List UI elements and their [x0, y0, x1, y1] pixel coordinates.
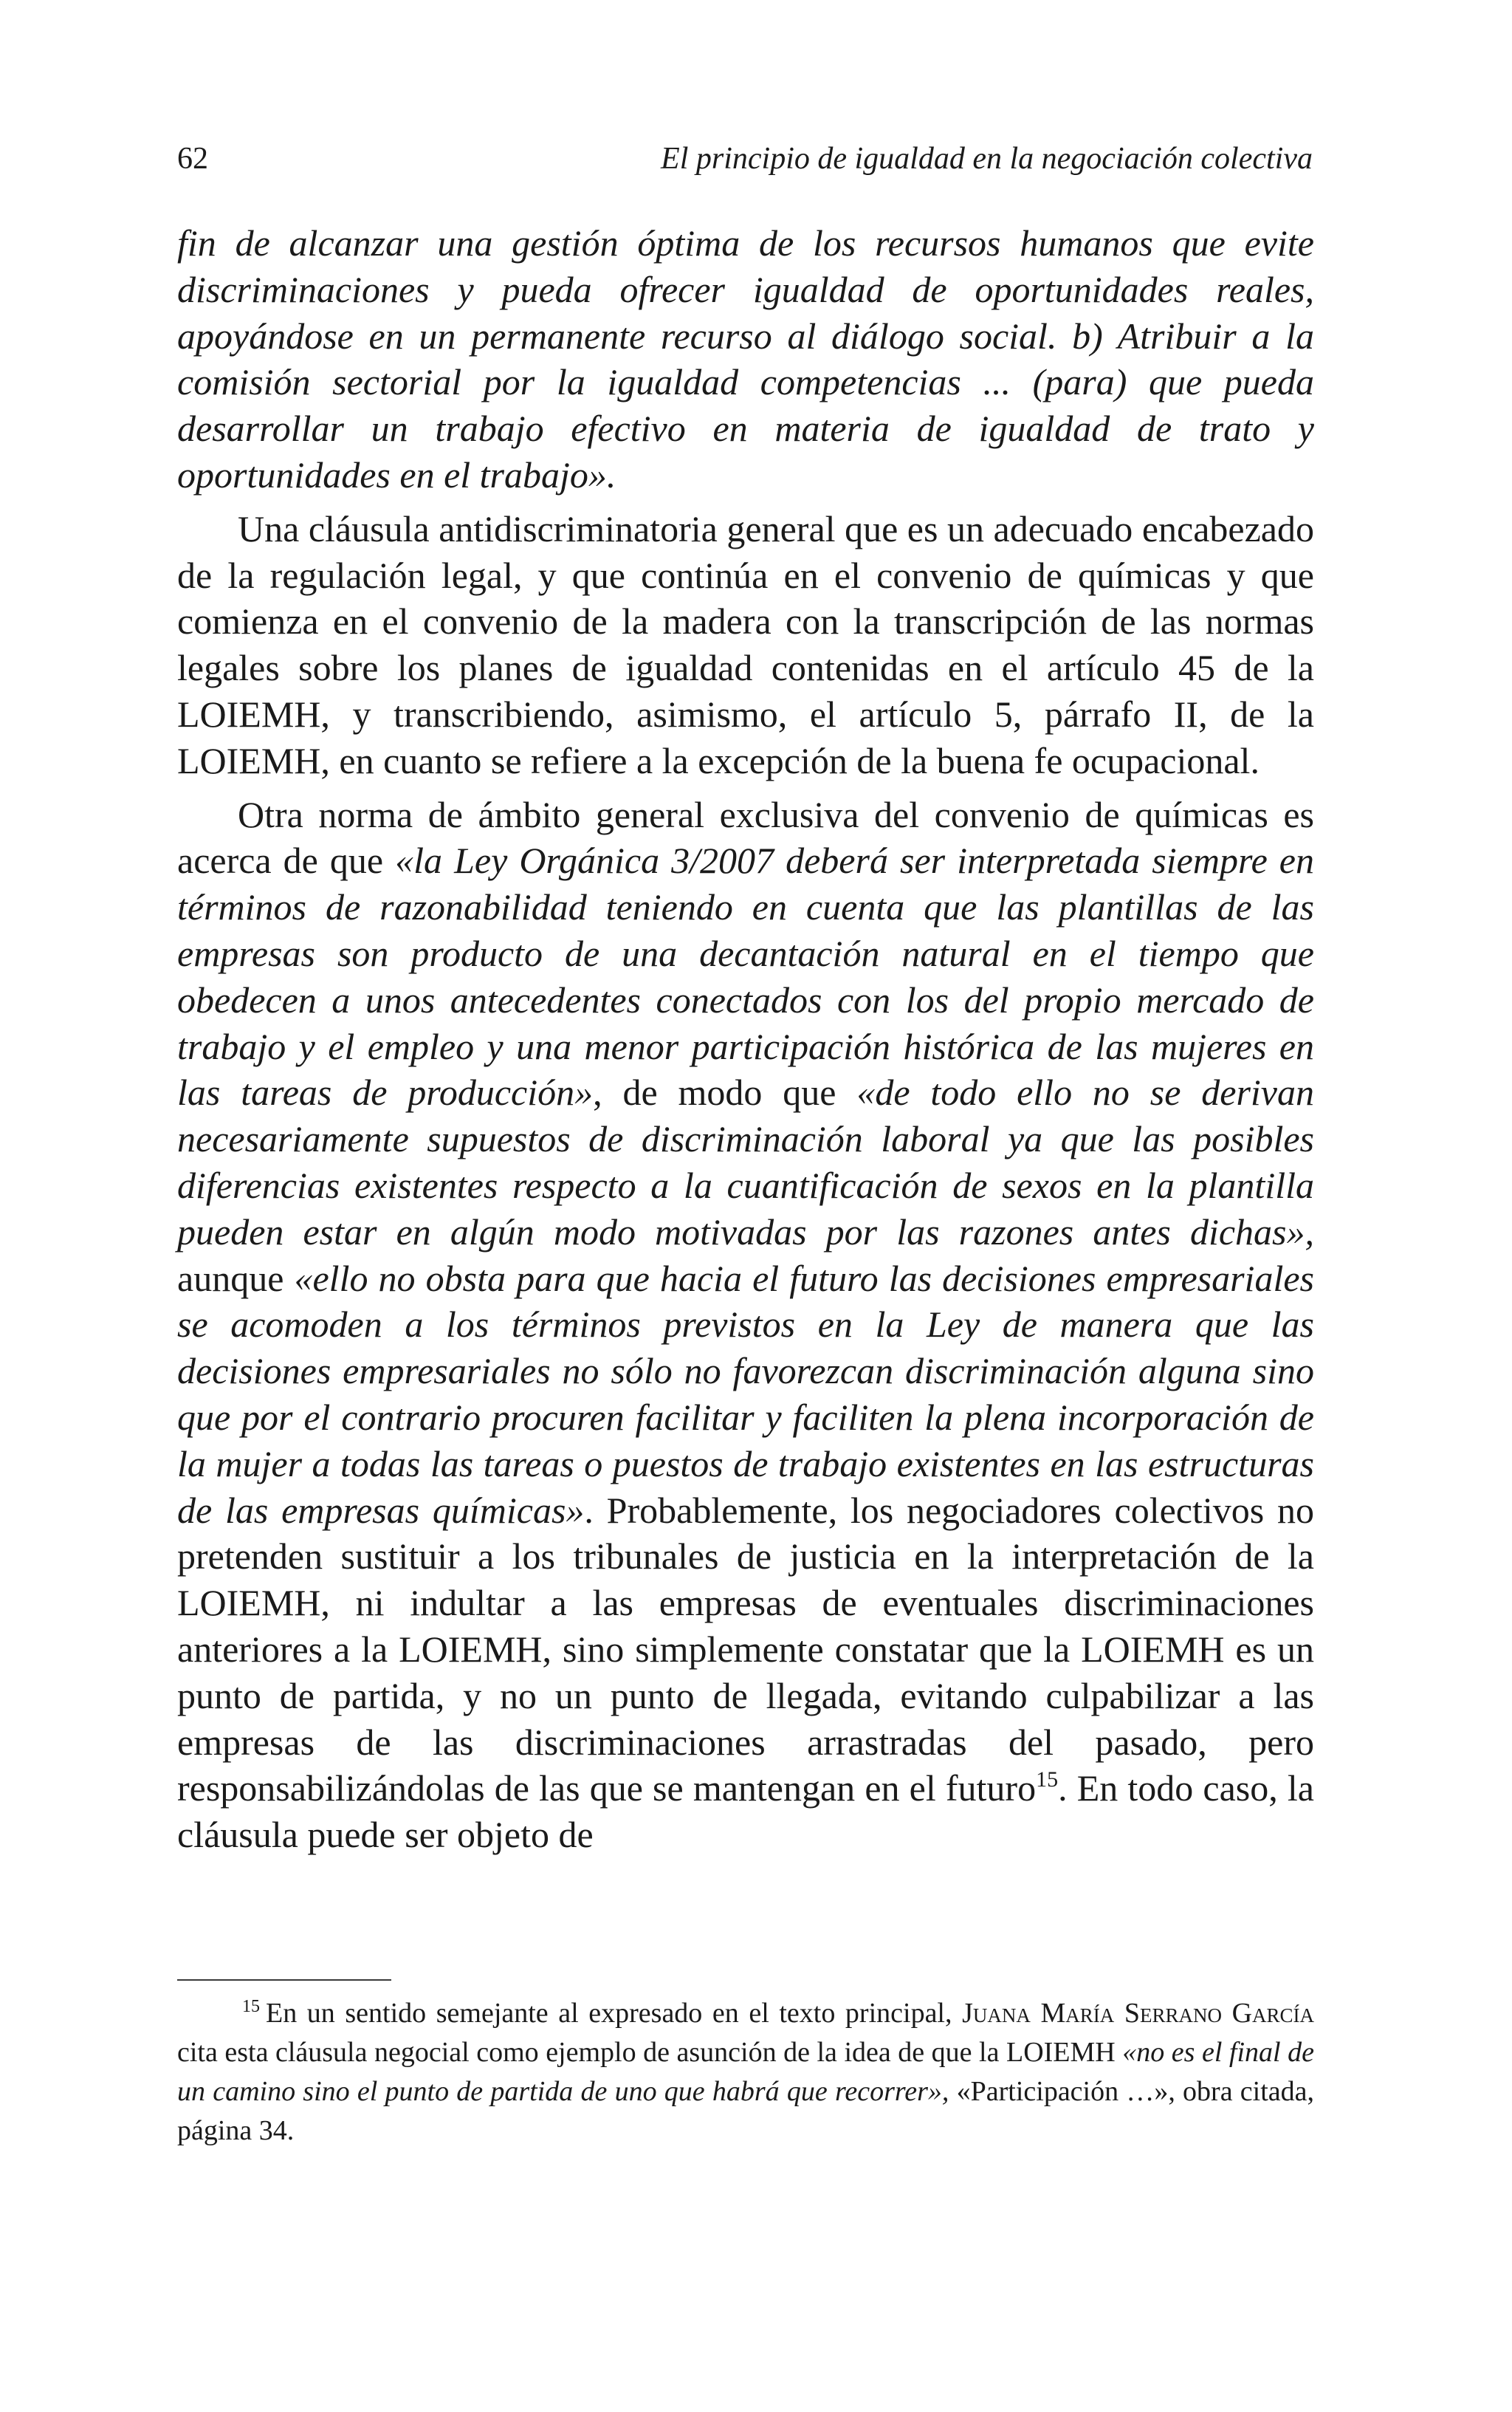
- paragraph-text: Una cláusula antidiscriminatoria general que es un adecuado encabezado de la regulación legal, y que continúa en el convenio de químicas y que comienza en el convenio de la madera con la transcripción de las normas legales sobre los planes de igualdad contenidas en el artículo 45 de la LOIEMH, y transcribiendo, asimismo, el artículo 5, párrafo II, de la LOIEMH, en cuanto se refiere a la excepción de la buena fe ocupacional.: [177, 507, 1314, 781]
- quoted-text: «ello no obsta para que hacia el futuro las decisiones empresariales se acomoden a los términos previstos en la Ley de manera que las decisiones empresariales no sólo no favorezcan discriminación alguna sino que por el contrario procuren facilitar y faciliten la plena incorporación de la mujer a todas las tareas o puestos de trabajo existentes en las estructuras de las empresas químicas»: [177, 1257, 1314, 1531]
- footnote-divider: [177, 1979, 391, 1981]
- footnote-text: «Participación …», obra citada, página 34.: [177, 2076, 1314, 2146]
- footnote-quote: «no es el final de un camino sino el punto de partida de uno que habrá que recorrer»,: [177, 2037, 1314, 2107]
- paragraph-text: . Probablemente, los negociadores colectivos no pretenden sustituir a los tribunales de justicia en la interpretación de la LOIEMH, ni indultar a las empresas de eventuales discriminaciones anteriores a la LOIEMH, sino simplemente constatar que la LOIEMH es un punto de partida, y no un punto de llegada, evitando culpabilizar a las empresas de las discriminaciones arrastradas del pasado, pero responsabilizándolas de las que se mantengan en el futuro: [177, 1489, 1314, 1809]
- footnote-reference[interactable]: 15: [1036, 1767, 1059, 1792]
- footnote-number: 15: [242, 1997, 260, 2017]
- quoted-text: fin de alcanzar una gestión óptima de los recursos humanos que evite discriminaciones y pueda ofrecer igualdad de oportunidades reales, apoyándose en un permanente recurso al diálogo social. b) Atribuir a la comisión sectorial por la igualdad competencias ... (para) que pueda desarrollar un trabajo efectivo en materia de igualdad de trato y oportunidades en el trabajo».: [177, 222, 1314, 496]
- paragraph-text: Otra norma de ámbito general exclusiva del convenio de químicas es acerca de que: [177, 793, 1314, 882]
- paragraph-text: . En todo caso, la cláusula puede ser objeto de: [177, 1767, 1314, 1856]
- page-number: 62: [177, 142, 208, 176]
- paragraph-text: aunque: [177, 1257, 295, 1299]
- footnotes-section: [177, 1994, 1314, 2151]
- quoted-text: «de todo ello no se derivan necesariamente supuestos de discriminación laboral ya que las posibles diferencias existentes respecto a la cuantificación de sexos en la plantilla pueden estar en algún modo motivadas por las razones antes dichas»,: [177, 1072, 1315, 1253]
- quoted-text: «la Ley Orgánica 3/2007 deberá ser interpretada siempre en términos de razonabilidad teniendo en cuenta que las plantillas de las empresas son producto de una decantación natural en el tiempo que obedecen a unos antecedentes conectados con los del propio mercado de trabajo y el empleo y una menor participación histórica de las mujeres en las tareas de producción»: [177, 840, 1314, 1114]
- paragraph-1: [177, 220, 1314, 498]
- footnote-text: En un sentido semejante al expresado en el texto principal,: [266, 1998, 963, 2029]
- running-header: [177, 137, 1313, 181]
- main-text: [177, 220, 1314, 1865]
- running-title: El principio de igualdad en la negociación colectiva: [661, 142, 1313, 176]
- footnote-text: cita esta cláusula negocial como ejemplo de asunción de la idea de que la LOIEMH: [177, 2037, 1123, 2068]
- paragraph-2: [177, 506, 1314, 784]
- footnote-author: Juana María Serrano García: [962, 1998, 1315, 2029]
- paragraph-3: [177, 792, 1314, 1858]
- footnote-15: [177, 1994, 1314, 2151]
- paragraph-text: , de modo que: [593, 1072, 857, 1114]
